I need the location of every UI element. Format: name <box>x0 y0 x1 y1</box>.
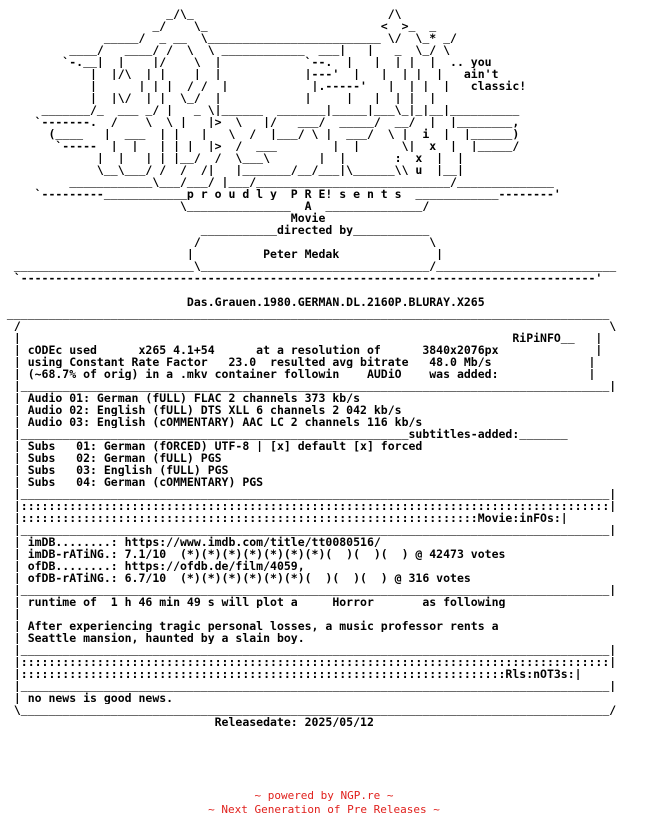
nfo-line: _____/ _ __ \_________________________ \/ \_* _/ <box>0 32 457 44</box>
nfo-line: | | | | |__/ / \___\ | | : x | | <box>0 152 464 164</box>
nfo-line: |_____________________________________________________________________________________| <box>0 488 617 500</box>
nfo-line: ___________directed by___________ <box>0 224 430 236</box>
nfo-line: `-----------------------------------------------------------------------------------' <box>0 272 603 284</box>
nfo-line: |_____________________________________________________________________________________| <box>0 644 617 656</box>
footer-powered-by: ~ powered by NGP.re ~ <box>254 789 394 802</box>
nfo-line: | Subs 03: English (fULL) PGS <box>0 464 229 476</box>
nfo-line: | After experiencing tragic personal losses, a music professor rents a <box>0 620 499 632</box>
nfo-line: | using Constant Rate Factor 23.0 resulted avg bitrate 48.0 Mb/s | <box>0 356 596 368</box>
nfo-line: | ofDB........: https://ofdb.de/film/4059, <box>0 560 305 572</box>
nfo-line: `-.__| | |/ \ | `--. | | | | | .. you <box>0 56 492 68</box>
nfo-line: Das.Grauen.1980.GERMAN.DL.2160P.BLURAY.X265 <box>0 296 485 308</box>
nfo-line: | ofDB-rATiNG.: 6.7/10 (*)(*)(*)(*)(*)(*)( )( )( ) @ 316 votes <box>0 572 471 584</box>
nfo-line: _/ \_ < >_ _ <box>0 20 437 32</box>
nfo-line: __________________________\_________________________________/__________________________ <box>0 260 617 272</box>
nfo-line: | <box>0 608 21 620</box>
nfo-line: |_____________________________________________________________________________________| <box>0 680 617 692</box>
nfo-line: \_____________________________________________________________________________________/ <box>0 704 617 716</box>
nfo-line: | Subs 01: German (fORCED) UTF-8 | [x] default [x] forced <box>0 440 423 452</box>
nfo-line: |::::::::::::::::::::::::::::::::::::::::::::::::::::::::::::::::::::::Rls:nOT3s:| <box>0 668 582 680</box>
nfo-line: `-------. / \ \ | |> \ |/ ___/ _____/ __/ | |________, <box>0 116 520 128</box>
nfo-line: | Audio 01: German (fULL) FLAC 2 channels 373 kb/s <box>0 392 361 404</box>
nfo-line: |________________________________________________________subtitles-added:_______ <box>0 428 568 440</box>
nfo-line: \_______________ A ______________/ <box>0 200 430 212</box>
nfo-line: Releasedate: 2025/05/12 <box>0 716 374 728</box>
nfo-line <box>0 284 648 296</box>
nfo-line: `---------____________p r o u d l y P R E! s e n t s ____________--------' <box>0 188 561 200</box>
nfo-line: `----- | | | | | |> / ___ | | \| x | |_____/ <box>0 140 520 152</box>
nfo-line: Movie <box>0 212 326 224</box>
nfo-line: | cODEc used x265 4.1+54 at a resolution of 3840x2076px | <box>0 344 603 356</box>
nfo-line: | |/\ | | | | |---' | | | | | ain't <box>0 68 499 80</box>
nfo-line: ____/ ____/ / \ \ ____________ ___| | _ \_/ \ <box>0 44 451 56</box>
nfo-line: | Subs 02: German (fULL) PGS <box>0 452 222 464</box>
nfo-line: | Audio 03: English (cOMMENTARY) AAC LC 2 channels 116 kb/s <box>0 416 423 428</box>
nfo-line: | no news is good news. <box>0 692 174 704</box>
nfo-text-block <box>0 8 648 728</box>
footer-tagline: ~ Next Generation of Pre Releases ~ <box>208 803 440 816</box>
nfo-line: |_____________________________________________________________________________________| <box>0 584 617 596</box>
nfo-line: _/\_ /\ <box>0 8 402 20</box>
nfo-line: | runtime of 1 h 46 min 49 s will plot a Horror as following <box>0 596 506 608</box>
nfo-line: (____ | ___ | | | \ / |___/ \ | ___/ \ | i | |______) <box>0 128 520 140</box>
nfo-line: | imDB-rATiNG.: 7.1/10 (*)(*)(*)(*)(*)(*)(*)( )( )( ) @ 42473 votes <box>0 548 506 560</box>
nfo-line: |:::::::::::::::::::::::::::::::::::::::::::::::::::::::::::::::::::::::::::::::::::::| <box>0 500 617 512</box>
nfo-line: / \ <box>0 320 617 332</box>
nfo-line: | Seattle mansion, haunted by a slain boy. <box>0 632 305 644</box>
nfo-line: \__\___/ / / /| |_______/__/___|\______\\ u |__| <box>0 164 464 176</box>
footer <box>0 789 648 817</box>
nfo-line: |:::::::::::::::::::::::::::::::::::::::::::::::::::::::::::::::::::::::::::::::::::::| <box>0 656 617 668</box>
nfo-line: | Subs 04: German (cOMMENTARY) PGS <box>0 476 264 488</box>
nfo-line: | (~68.7% of orig) in a .mkv container followin AUDiO was added: | <box>0 368 596 380</box>
nfo-line: | | | | / / | |.-----' | | | | classic! <box>0 80 527 92</box>
nfo-line: | Audio 02: English (fULL) DTS XLL 6 channels 2 042 kb/s <box>0 404 402 416</box>
nfo-line: _______________________________________________________________________________________ <box>0 308 610 320</box>
nfo-line: |::::::::::::::::::::::::::::::::::::::::::::::::::::::::::::::::::Movie:inFOs:| <box>0 512 568 524</box>
nfo-line: _______/_ ___ _/ | _ \|______ _______|_____|___\_|_|__|__________ <box>0 104 520 116</box>
nfo-line: | Peter Medak | <box>0 248 444 260</box>
nfo-line: | imDB........: https://www.imdb.com/title/tt0080516/ <box>0 536 381 548</box>
nfo-line: | RiPiNFO__ | <box>0 332 603 344</box>
nfo-line: / \ <box>0 236 437 248</box>
nfo-line: ____________\___/___/ |___/____________________________/______________ <box>0 176 554 188</box>
nfo-line: | |\/ | | \_/ | | | | | | | <box>0 92 437 104</box>
nfo-line: |_____________________________________________________________________________________| <box>0 524 617 536</box>
nfo-line: |_____________________________________________________________________________________| <box>0 380 617 392</box>
